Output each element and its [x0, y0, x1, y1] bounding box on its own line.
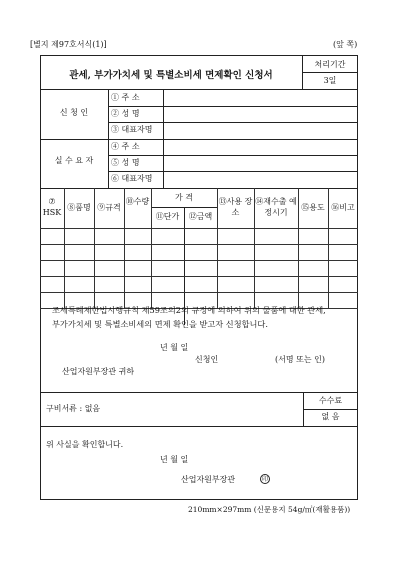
col-remarks-header: ⑯비고: [331, 203, 355, 212]
page-side-label: (앞 쪽): [333, 40, 358, 49]
applicant-name-label: ② 성 명: [111, 109, 140, 118]
applicant-address-label: ① 주 소: [111, 93, 140, 102]
signature-note: (서명 또는 인): [275, 355, 325, 364]
table-header-line: [40, 228, 358, 229]
section-line: [40, 392, 358, 393]
title-bottom-line: [40, 89, 358, 90]
group-label-divider: [108, 139, 109, 188]
table-row-line: [40, 276, 358, 277]
table-row-line: [40, 244, 358, 245]
table-row-line: [40, 292, 358, 293]
fee-value: 없 음: [321, 412, 340, 421]
addressee: 산업자원부장관 귀하: [62, 367, 135, 376]
row-line: [108, 155, 358, 156]
processing-period-value: 3일: [323, 76, 337, 85]
statement-line-1: 조세특례제한법시행규칙 제59조의2의 규정에 의하여 위의 물품에 대한 관세,: [52, 305, 326, 315]
col-unit-price-header: ⑪단가: [155, 212, 180, 221]
user-name-label: ⑤ 성 명: [111, 158, 140, 167]
col-purpose-header: ⑮용도: [301, 203, 325, 212]
user-rep-label: ⑥ 대표자명: [111, 174, 153, 183]
paper-spec: 210mm×297mm (신문용지 54g/㎡(재활용품)): [188, 505, 351, 514]
statement-date: 년 월 일: [160, 343, 189, 352]
confirmation-date: 년 월 일: [160, 455, 189, 464]
section-line: [40, 188, 358, 189]
statement-line-2: 부가가치세 및 특별소비세의 면제 확인을 받고자 신청합니다.: [52, 319, 268, 329]
col-place-header: ⑬사용 장소: [218, 197, 253, 217]
official-seal-mark: 印: [261, 476, 268, 483]
confirmation-text: 위 사실을 확인합니다.: [46, 440, 124, 449]
user-group-label: 실 수 요 자: [54, 156, 94, 165]
processing-period-label: 처리기간: [314, 60, 346, 69]
section-line: [40, 139, 358, 140]
row-line: [108, 171, 358, 172]
table-column-line: [151, 188, 152, 308]
col-product-header: ⑧품명: [67, 203, 91, 212]
col-price-group-header: 가 격: [175, 193, 193, 202]
applicant-group-label: 신 청 인: [59, 108, 89, 117]
field-label-divider: [163, 139, 164, 188]
col-qty-header: ⑩수량: [125, 197, 150, 206]
col-reexport-header: ⑭재수출 예정시기: [255, 197, 297, 217]
form-title: 관세, 부가가치세 및 특별소비세 면제확인 신청서: [69, 70, 273, 81]
col-amount-header: ⑫금액: [188, 212, 213, 221]
col-spec-header: ⑨규격: [97, 203, 121, 212]
table-column-line: [94, 188, 95, 308]
attachments-label: 구비서류 : 없음: [46, 404, 101, 413]
table-column-line: [217, 188, 218, 308]
fee-inner-line: [303, 409, 358, 410]
confirmation-authority: 산업자원부장관: [181, 475, 236, 484]
col-hsk-header: ⑦ HSK: [42, 197, 62, 217]
row-line: [108, 122, 358, 123]
table-column-line: [124, 188, 125, 308]
processing-divider: [302, 72, 358, 73]
table-column-line: [254, 188, 255, 308]
table-row-line: [40, 260, 358, 261]
table-column-line: [298, 188, 299, 308]
statement-applicant-label: 신청인: [195, 355, 219, 364]
row-line: [108, 106, 358, 107]
section-line: [40, 426, 358, 427]
table-column-line: [64, 188, 65, 308]
fee-label: 수수료: [318, 396, 343, 405]
user-address-label: ④ 주 소: [111, 142, 140, 151]
applicant-rep-label: ③ 대표자명: [111, 125, 153, 134]
table-column-line: [328, 188, 329, 308]
form-number: [별지 제97호서식(1)]: [30, 40, 107, 49]
